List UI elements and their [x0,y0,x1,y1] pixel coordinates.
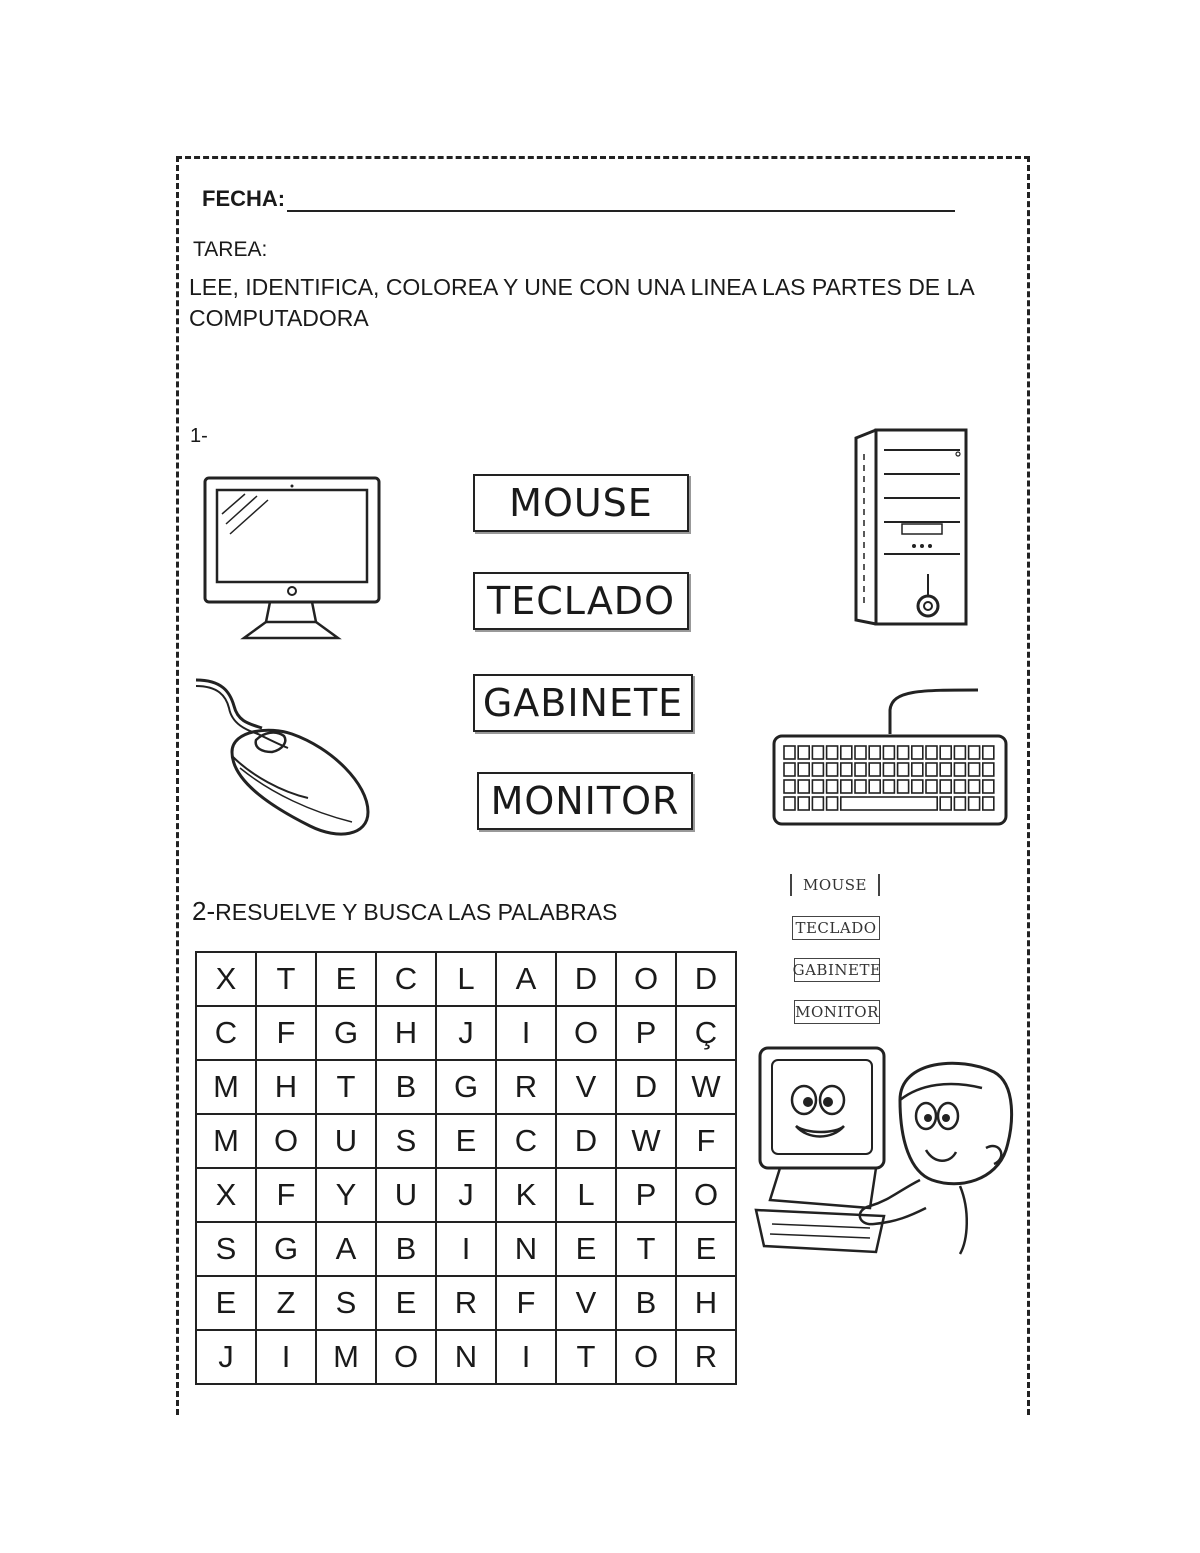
word-list-monitor: MONITOR [794,1000,880,1024]
keyboard-key [855,780,866,793]
keyboard-key [883,763,894,776]
keyboard-key [898,763,909,776]
monitor-icon [200,474,384,644]
keyboard-key [869,746,880,759]
grid-cell[interactable]: J [436,1006,496,1060]
grid-cell[interactable]: B [376,1222,436,1276]
grid-cell[interactable]: O [616,952,676,1006]
grid-cell[interactable]: R [436,1276,496,1330]
grid-cell[interactable]: H [376,1006,436,1060]
keyboard-key [841,763,852,776]
keyboard-key [812,763,823,776]
boy-computer-illustration [750,1040,1018,1260]
word-search-grid [195,951,737,1385]
keyboard-key [926,746,937,759]
keyboard-key [954,797,965,810]
grid-cell[interactable]: T [256,952,316,1006]
grid-cell[interactable]: H [676,1276,736,1330]
word-list-mouse: MOUSE [790,874,880,896]
grid-cell[interactable]: W [676,1060,736,1114]
word-box-gabinete[interactable]: GABINETE [473,674,693,732]
keyboard-key [983,797,994,810]
keyboard-key [883,780,894,793]
instruction-text: LEE, IDENTIFICA, COLOREA Y UNE CON UNA LINEA LAS PARTES DE LA COMPUTADORA [189,274,974,331]
grid-cell[interactable]: F [676,1114,736,1168]
section2-title [192,896,617,927]
grid-cell[interactable]: G [436,1060,496,1114]
grid-row [196,1006,736,1060]
grid-cell[interactable]: O [676,1168,736,1222]
grid-cell[interactable]: U [316,1114,376,1168]
keyboard-key [827,763,838,776]
grid-cell[interactable]: L [436,952,496,1006]
grid-cell[interactable]: P [616,1168,676,1222]
keyboard-key [954,746,965,759]
grid-cell[interactable]: J [196,1330,256,1384]
grid-cell[interactable]: I [256,1330,316,1384]
grid-row [196,1222,736,1276]
word-box-mouse[interactable]: MOUSE [473,474,689,532]
keyboard-key [812,746,823,759]
grid-cell[interactable]: L [556,1168,616,1222]
grid-cell[interactable]: S [196,1222,256,1276]
word-box-teclado[interactable]: TECLADO [473,572,689,630]
keyboard-key [855,763,866,776]
grid-cell[interactable]: I [436,1222,496,1276]
keyboard-key [940,746,951,759]
keyboard-key [827,797,838,810]
grid-cell[interactable]: O [256,1114,316,1168]
keyboard-key [969,746,980,759]
grid-cell[interactable]: M [316,1330,376,1384]
fecha-line[interactable] [287,188,955,212]
grid-cell[interactable]: E [676,1222,736,1276]
keyboard-key [926,763,937,776]
keyboard-key [983,780,994,793]
grid-cell[interactable]: T [556,1330,616,1384]
grid-row [196,952,736,1006]
gabinete-icon [846,424,970,634]
grid-row [196,1114,736,1168]
grid-cell[interactable]: E [196,1276,256,1330]
keyboard-key [883,746,894,759]
keyboard-key [912,746,923,759]
grid-cell[interactable]: S [376,1114,436,1168]
keyboard-key [940,763,951,776]
mouse-icon [192,672,376,844]
grid-cell[interactable]: E [436,1114,496,1168]
grid-cell[interactable]: F [496,1276,556,1330]
keyboard-key [798,797,809,810]
grid-row [196,1330,736,1384]
grid-cell[interactable]: X [196,1168,256,1222]
keyboard-key [898,780,909,793]
section2-title-text: RESUELVE Y BUSCA LAS PALABRAS [215,899,618,925]
grid-cell[interactable]: G [316,1006,376,1060]
keyboard-icon [770,684,1010,828]
grid-row [196,1276,736,1330]
grid-cell[interactable]: A [316,1222,376,1276]
keyboard-key [969,797,980,810]
grid-cell[interactable]: Y [316,1168,376,1222]
section1-number: 1- [190,425,208,447]
keyboard-key [855,746,866,759]
section2-number: 2- [192,896,216,926]
grid-row [196,1060,736,1114]
grid-cell[interactable]: I [496,1330,556,1384]
keyboard-key [784,780,795,793]
keyboard-key [940,797,951,810]
keyboard-key [827,780,838,793]
grid-cell[interactable]: G [256,1222,316,1276]
keyboard-key [912,763,923,776]
grid-cell[interactable]: S [316,1276,376,1330]
fecha-row [202,186,955,212]
keyboard-key [841,746,852,759]
keyboard-key [812,797,823,810]
keyboard-key [969,780,980,793]
grid-cell[interactable]: E [556,1222,616,1276]
grid-cell[interactable]: N [496,1222,556,1276]
grid-cell[interactable]: C [196,1006,256,1060]
grid-cell[interactable]: Ç [676,1006,736,1060]
grid-cell[interactable]: F [256,1168,316,1222]
grid-cell[interactable]: X [196,952,256,1006]
grid-cell[interactable]: F [256,1006,316,1060]
grid-cell[interactable]: K [496,1168,556,1222]
grid-cell[interactable]: P [616,1006,676,1060]
grid-cell[interactable]: D [616,1060,676,1114]
keyboard-key [926,780,937,793]
grid-cell[interactable]: I [496,1006,556,1060]
keyboard-spacebar [841,797,937,810]
word-box-monitor[interactable]: MONITOR [477,772,693,830]
grid-cell[interactable]: E [316,952,376,1006]
grid-cell[interactable]: O [376,1330,436,1384]
grid-cell[interactable]: M [196,1060,256,1114]
fecha-label: FECHA: [202,186,286,211]
keyboard-key [784,763,795,776]
grid-cell[interactable]: U [376,1168,436,1222]
keyboard-key [869,763,880,776]
grid-cell[interactable]: W [616,1114,676,1168]
grid-cell[interactable]: Z [256,1276,316,1330]
keyboard-key [898,746,909,759]
grid-cell[interactable]: R [676,1330,736,1384]
grid-cell[interactable]: M [196,1114,256,1168]
grid-cell[interactable]: J [436,1168,496,1222]
keyboard-key [841,780,852,793]
grid-cell[interactable]: V [556,1276,616,1330]
grid-row [196,1168,736,1222]
grid-cell[interactable]: V [556,1060,616,1114]
keyboard-key [940,780,951,793]
tarea-label: TAREA: [193,238,268,261]
keyboard-key [827,746,838,759]
grid-cell[interactable]: N [436,1330,496,1384]
keyboard-key [969,763,980,776]
grid-cell[interactable]: T [316,1060,376,1114]
keyboard-key [798,763,809,776]
grid-cell[interactable]: T [616,1222,676,1276]
keyboard-key [812,780,823,793]
keyboard-key [869,780,880,793]
keyboard-key [798,746,809,759]
keyboard-key [784,746,795,759]
keyboard-key [983,746,994,759]
grid-cell[interactable]: O [616,1330,676,1384]
word-list-gabinete: GABINETE [794,958,880,982]
keyboard-key [954,763,965,776]
grid-cell[interactable]: E [376,1276,436,1330]
grid-cell[interactable]: B [616,1276,676,1330]
grid-cell[interactable]: A [496,952,556,1006]
keyboard-key [798,780,809,793]
grid-cell[interactable]: R [496,1060,556,1114]
grid-cell[interactable]: D [556,1114,616,1168]
grid-cell[interactable]: O [556,1006,616,1060]
keyboard-key [912,780,923,793]
grid-cell[interactable]: B [376,1060,436,1114]
grid-cell[interactable]: C [376,952,436,1006]
keyboard-key [954,780,965,793]
keyboard-key [784,797,795,810]
grid-cell[interactable]: D [676,952,736,1006]
grid-cell[interactable]: C [496,1114,556,1168]
keyboard-key [983,763,994,776]
grid-cell[interactable]: H [256,1060,316,1114]
word-list-teclado: TECLADO [792,916,880,940]
grid-cell[interactable]: D [556,952,616,1006]
